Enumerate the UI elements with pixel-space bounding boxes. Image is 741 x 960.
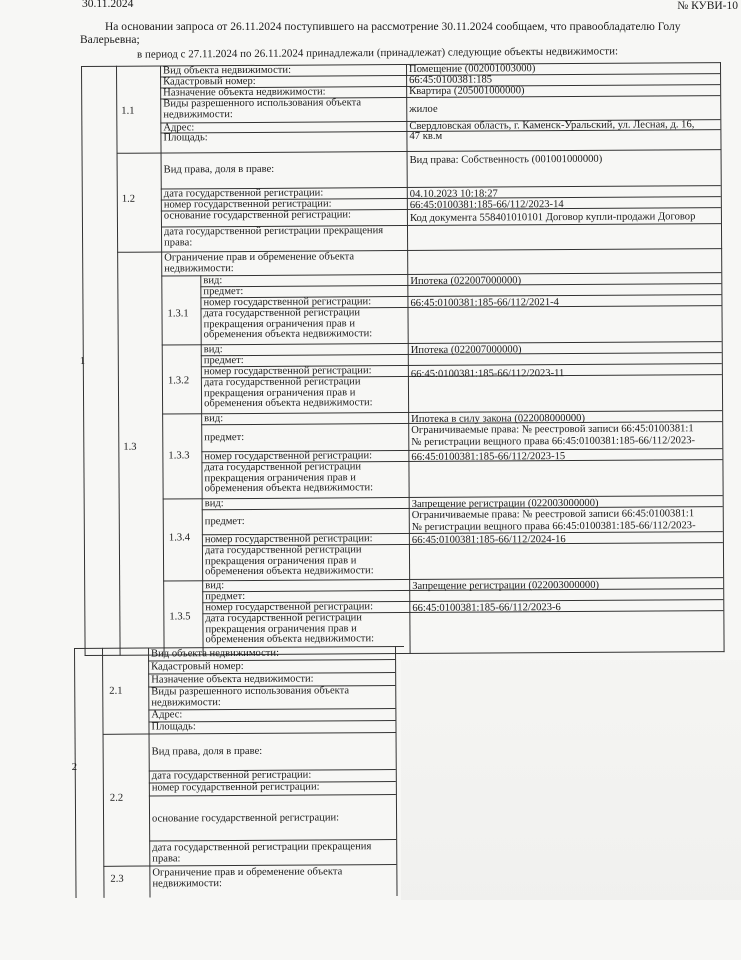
end-date-label: дата государственной регистрации прекращения ограничения прав и обременения объекта недвижимости:	[204, 544, 374, 578]
document-date: 30.11.2024	[82, 0, 134, 10]
area-label: Площадь:	[163, 132, 208, 144]
section-number: 2.3	[110, 873, 124, 885]
encumbrance-number: 1.3.4	[168, 532, 191, 544]
registration-date-value: 04.10.2023 10:18:27	[409, 188, 498, 200]
purpose-label: Назначение объекта недвижимости:	[151, 673, 314, 686]
object-index: 1	[79, 355, 86, 368]
reg-number-value: 66:45:0100381:185-66/112/2023-15	[411, 451, 566, 463]
permitted-use-label: Виды разрешенного использования объекта недвижимости:	[163, 97, 362, 120]
right-type-label: Вид права, доля в праве:	[163, 163, 275, 176]
registration-basis-label: основание государственной регистрации:	[163, 209, 352, 222]
object-index: 2	[71, 761, 78, 774]
reg-number-label: номер государственной регистрации:	[205, 601, 374, 614]
kind-value: Запрещение регистрации (022003000000)	[412, 579, 600, 592]
reg-number-value: 66:45:0100381:185-66/112/2021-4	[410, 297, 560, 309]
subject-value-line-1: Ограничиваемые права: № реестровой записи 66:45:0100381:1	[411, 423, 694, 436]
object-type-label: Вид объекта недвижимости:	[151, 647, 280, 660]
object-2-table	[71, 646, 406, 903]
permitted-use-label: Виды разрешенного использования объекта недвижимости:	[151, 685, 350, 709]
registration-basis-value: Код документа 558401010101 Договор купли-продажи Договор	[409, 211, 696, 224]
subject-value-line-2: № регистрации вещного права 66:45:0100381:185-66/112/2023-	[411, 435, 696, 448]
cadastral-number-label: Кадастровый номер:	[163, 75, 256, 88]
kind-value: Ипотека (022007000000)	[410, 275, 522, 287]
encumbrance-number: 1.3.5	[169, 611, 191, 623]
document-number: № КУВИ-10	[677, 0, 738, 12]
reg-number-value: 66:45:0100381:185-66/112/2023-6	[412, 602, 561, 614]
object-1-table	[81, 62, 725, 656]
intro-line-1: На основании запроса от 26.11.2024 поступившего на рассмотрение 30.11.2024 сообщаем, что правообладателю Голу	[105, 21, 681, 33]
subject-value-line-2: № регистрации вещного права 66:45:0100381:185-66/112/2023-	[411, 520, 696, 533]
section-number: 1.2	[121, 193, 136, 205]
encumbrance-number: 1.3.3	[168, 450, 190, 462]
kind-label: вид:	[205, 580, 225, 592]
subject-label: предмет:	[205, 591, 246, 603]
right-type-label: Вид права, доля в праве:	[151, 745, 263, 758]
area-value: 47 кв.м	[409, 130, 443, 142]
kind-value: Ипотека в силу закона (022008000000)	[411, 412, 586, 425]
cadastral-number-value: 66:45:0100381:185	[409, 74, 493, 86]
subject-label: предмет:	[204, 432, 245, 444]
encumbrance-number: 1.3.2	[167, 375, 190, 387]
registration-date-label: дата государственной регистрации:	[163, 187, 324, 200]
section-number: 1.3	[123, 441, 137, 453]
object-type-value: Помещение (002001003000)	[408, 63, 536, 75]
cadastral-number-label: Кадастровый номер:	[151, 660, 244, 673]
reg-number-value: 66:45:0100381:185-66/112/2024-16	[411, 534, 566, 546]
kind-label: вид:	[204, 498, 224, 510]
permitted-use-value: жилое	[409, 103, 438, 115]
encumbrance-title: Ограничение прав и обременение объекта недвижимости:	[152, 866, 343, 890]
address-label: Адрес:	[163, 122, 195, 134]
kind-value: Запрещение регистрации (022003000000)	[411, 497, 599, 510]
purpose-label: Назначение объекта недвижимости:	[163, 86, 326, 99]
end-date-label: дата государственной регистрации прекращения ограничения прав и обременения объекта недвижимости:	[205, 612, 375, 646]
reg-number-label: номер государственной регистрации:	[203, 365, 372, 378]
registration-date-label: дата государственной регистрации:	[151, 769, 312, 782]
subject-value-line-1: Ограничиваемые права: № реестровой записи 66:45:0100381:1	[411, 508, 695, 521]
end-date-label: дата государственной регистрации прекращения ограничения прав и обременения объекта недвижимости:	[203, 376, 373, 410]
encumbrance-title: Ограничение прав и обременение объекта недвижимости:	[164, 251, 355, 274]
reg-number-label: номер государственной регистрации:	[203, 296, 372, 309]
subject-label: предмет:	[203, 355, 244, 367]
encumbrance-number: 1.3.1	[167, 308, 189, 320]
kind-value: Ипотека (022007000000)	[410, 344, 522, 356]
address-value: Свердловская область, г. Каменск-Уральский, ул. Лесная, д. 16,	[409, 119, 695, 132]
purpose-value: Квартира (205001000000)	[409, 85, 525, 97]
right-type-value: Вид права: Собственность (001001000000)	[409, 153, 603, 166]
end-date-label: дата государственной регистрации прекращения ограничения прав и обременения объекта недвижимости:	[203, 307, 373, 341]
section-number: 2.1	[109, 685, 123, 697]
registration-number-label: номер государственной регистрации:	[163, 198, 332, 211]
reg-number-label: номер государственной регистрации:	[204, 450, 373, 463]
address-label: Адрес:	[151, 709, 183, 721]
reg-number-value: 66:45:0100381:185-66/112/2023-11	[410, 368, 565, 380]
intro-line-2: Валерьевна;	[80, 34, 140, 46]
kind-label: вид:	[203, 344, 223, 356]
area-label: Площадь:	[151, 721, 196, 733]
kind-label: вид:	[203, 275, 223, 287]
subject-label: предмет:	[204, 516, 245, 528]
reg-number-label: номер государственной регистрации:	[204, 533, 373, 546]
object-type-label: Вид объекта недвижимости:	[162, 64, 292, 77]
right-end-date-label: дата государственной регистрации прекращения права:	[163, 225, 384, 248]
faded-area	[401, 660, 741, 900]
section-number: 1.1	[121, 105, 135, 117]
registration-number-value: 66:45:0100381:185-66/112/2023-14	[409, 199, 564, 211]
intro-line-3: в период с 27.11.2024 по 26.11.2024 принадлежали (принадлежат) следующие объекты недвижимости:	[136, 45, 619, 61]
right-end-date-label: дата государственной регистрации прекращения права:	[152, 841, 372, 865]
end-date-label: дата государственной регистрации прекращения ограничения прав и обременения объекта недвижимости:	[204, 461, 374, 495]
registration-number-label: номер государственной регистрации:	[151, 781, 320, 794]
subject-label: предмет:	[203, 286, 244, 298]
section-number: 2.2	[109, 792, 124, 804]
registration-basis-label: основание государственной регистрации:	[152, 812, 340, 825]
kind-label: вид:	[204, 413, 224, 425]
